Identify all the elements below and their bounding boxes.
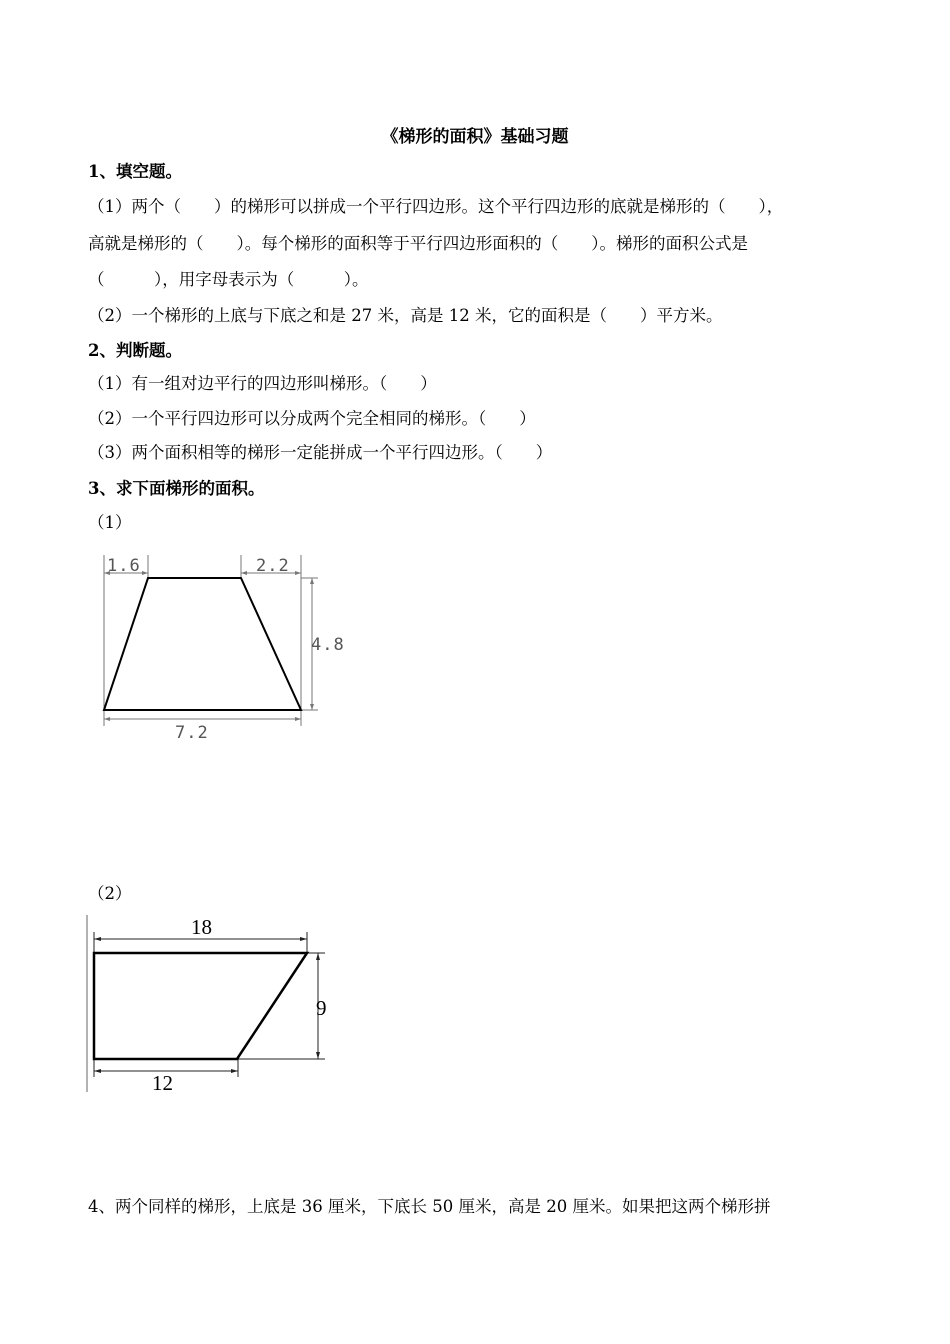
q1-p1-line1: （1）两个（ ）的梯形可以拼成一个平行四边形。这个平行四边形的底就是梯形的（ ）， (88, 197, 784, 216)
q2-heading: 2、判断题。 (88, 341, 182, 360)
q2-item-1: （1）有一组对边平行的四边形叫梯形。（ ） (88, 374, 437, 393)
q2-item-2: （2）一个平行四边形可以分成两个完全相同的梯形。（ ） (88, 409, 536, 428)
fig1-right-offset: 2.2 (256, 556, 290, 576)
fig2-bottom: 12 (152, 1071, 173, 1095)
fig2-height: 9 (316, 996, 327, 1020)
q1-heading: 1、填空题。 (88, 162, 182, 181)
q1-p1-line2: 高就是梯形的（ ）。每个梯形的面积等于平行四边形面积的（ ）。梯形的面积公式是 (88, 234, 748, 253)
q3-heading: 3、求下面梯形的面积。 (88, 479, 265, 498)
q2-item-3: （3）两个面积相等的梯形一定能拼成一个平行四边形。（ ） (88, 443, 553, 462)
fig2-top: 18 (191, 915, 212, 939)
fig1-height: 4.8 (311, 635, 345, 655)
q1-p2: （2）一个梯形的上底与下底之和是 27 米，高是 12 米，它的面积是（ ）平方米。 (88, 306, 723, 325)
fig1-left-offset: 1.6 (107, 556, 141, 576)
page-title: 《梯形的面积》基础习题 (381, 127, 569, 147)
fig2-label: （2） (88, 884, 132, 903)
fig1-label: （1） (88, 513, 132, 532)
q4-line1: 4、两个同样的梯形，上底是 36 厘米，下底长 50 厘米，高是 20 厘米。如果把这两个梯形拼 (88, 1197, 771, 1216)
q1-p1-line3: （ ），用字母表示为（ ）。 (88, 270, 369, 289)
fig1-bottom: 7.2 (175, 723, 209, 743)
